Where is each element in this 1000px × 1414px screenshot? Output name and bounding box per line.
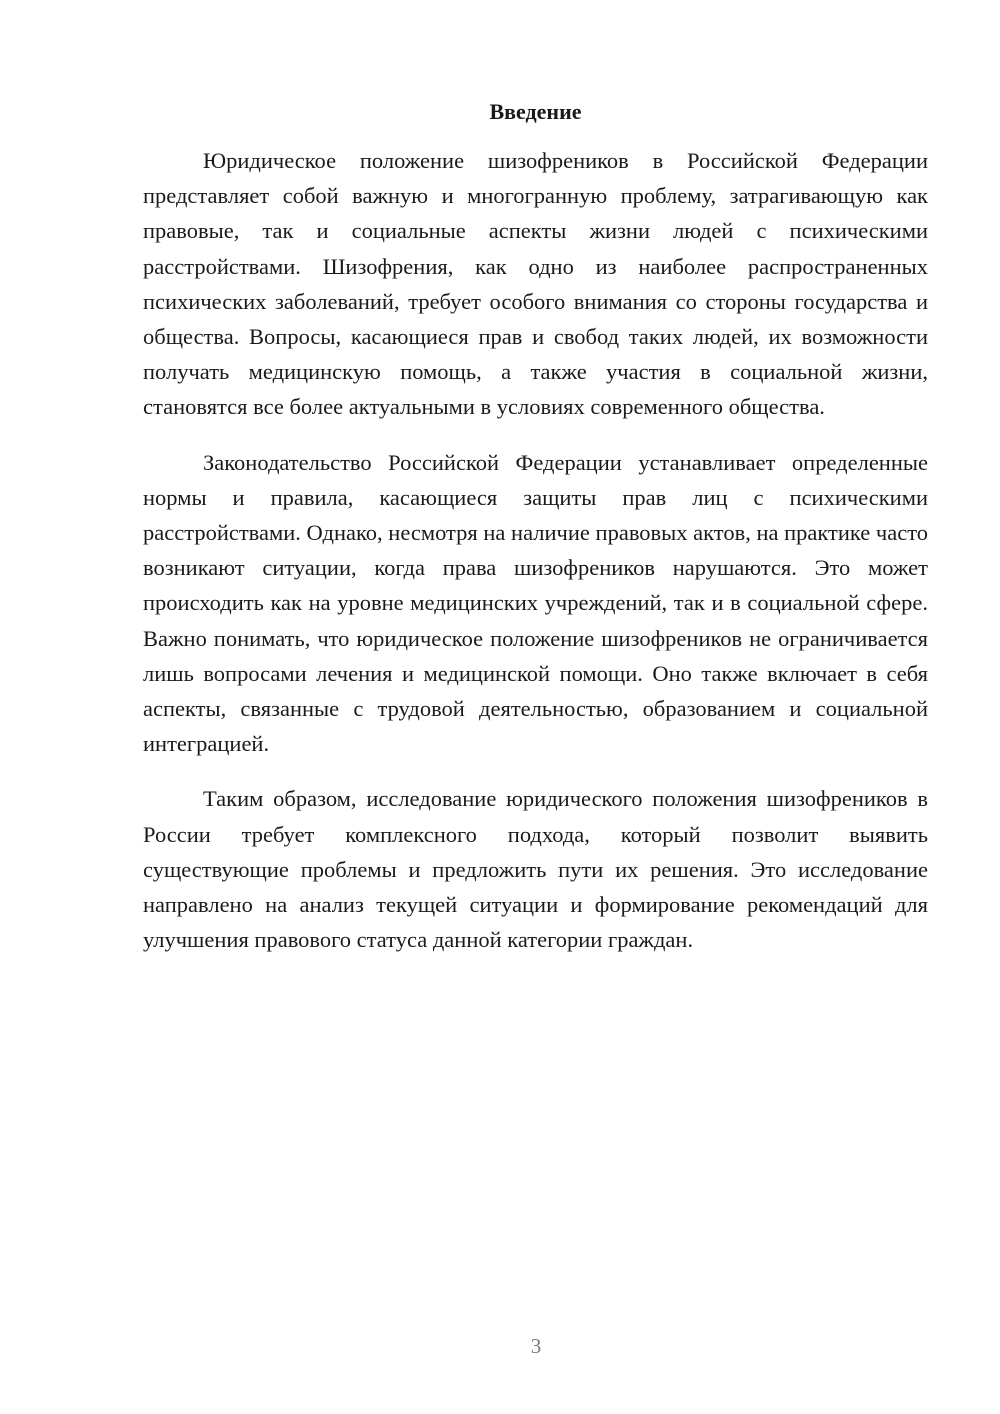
paragraph-2: Законодательство Российской Федерации устанавливает определенные нормы и правила, касающиеся защиты прав лиц с психическими расстройствами. Однако, несмотря на наличие правовых актов, на практике часто возникают ситуации, когда права шизофреников нарушаются. Это может происходить как на уровне медицинских учреждений, так и в социальной сфере. Важно понимать, что юридическое положение шизофреников не ограничивается лишь вопросами лечения и медицинской помощи. Оно также включает в себя аспекты, связанные с трудовой деятельностью, образованием и социальной интеграцией.	[143, 449, 928, 757]
paragraph-1: Юридическое положение шизофреников в Российской Федерации представляет собой важную и многогранную проблему, затрагивающую как правовые, так и социальные аспекты жизни людей с психическими расстройствами. Шизофрения, как одно из наиболее распространенных психических заболеваний, требует особого внимания со стороны государства и общества. Вопросы, касающиеся прав и свобод таких людей, их возможности получать медицинскую помощь, а также участия в социальной жизни, становятся все более актуальными в условиях современного общества.	[143, 148, 928, 420]
section-title: Введение	[489, 99, 582, 124]
page-number: 3	[530, 1334, 542, 1358]
body-text	[143, 143, 928, 977]
paragraph-3: Таким образом, исследование юридического положения шизофреников в России требует комплексного подхода, который позволит выявить существующие проблемы и предложить пути их решения. Это исследование направлено на анализ текущей ситуации и формирование рекомендаций для улучшения правового статуса данной категории граждан.	[143, 786, 928, 953]
